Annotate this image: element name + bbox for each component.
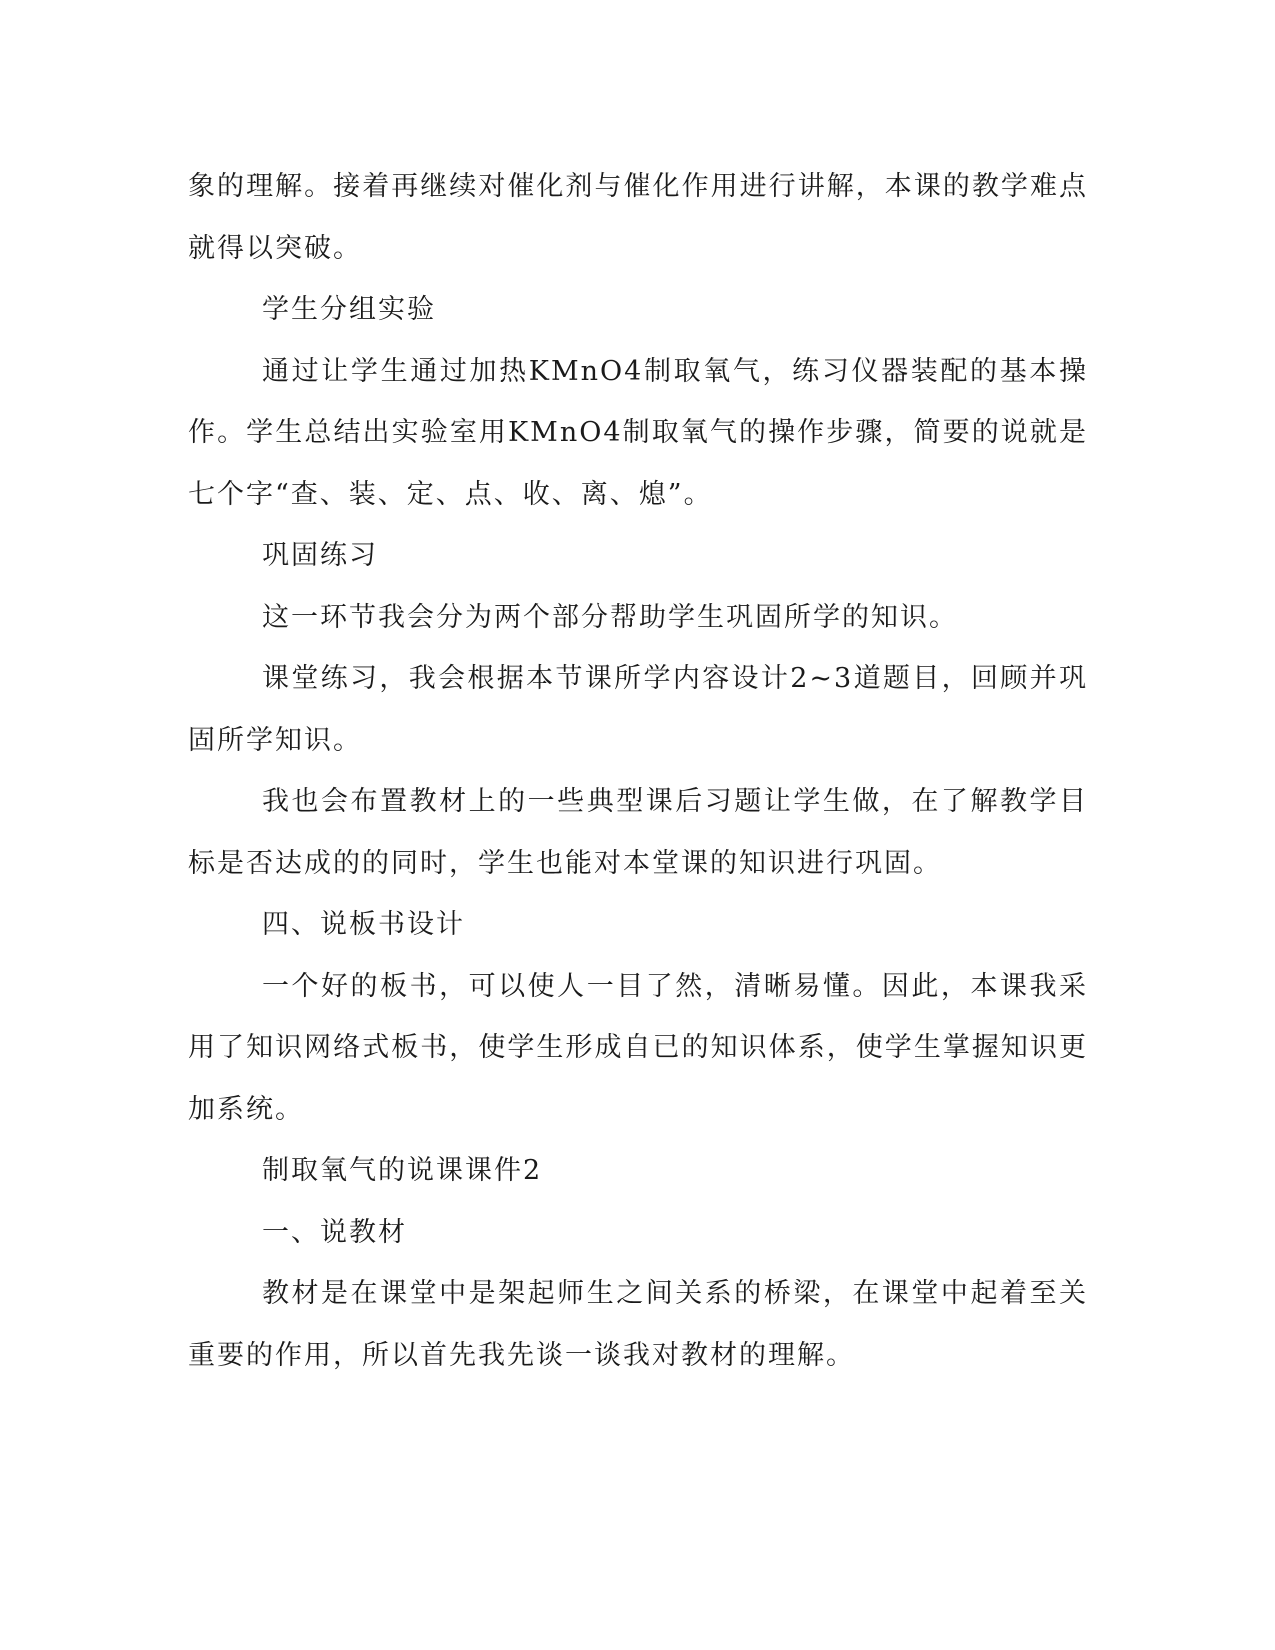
paragraph-classroom-exercise: 课堂练习，我会根据本节课所学内容设计2~3道题目，回顾并巩固所学知识。 — [188, 663, 1088, 756]
paragraph-continuation: 象的理解。接着再继续对催化剂与催化作用进行讲解，本课的教学难点就得以突破。 — [188, 171, 1088, 264]
paragraph-blackboard-description: 一个好的板书，可以使人一目了然，清晰易懂。因此，本课我采用了知识网络式板书，使学生形成自已的知识体系，使学生掌握知识更加系统。 — [188, 970, 1088, 1125]
paragraph-textbook-description: 教材是在课堂中是架起师生之间关系的桥梁，在课堂中起着至关重要的作用，所以首先我先谈一谈我对教材的理解。 — [188, 1278, 1088, 1371]
paragraph-heading-blackboard: 四、说板书设计 — [262, 909, 465, 940]
paragraph-heading-group-experiment: 学生分组实验 — [262, 294, 436, 325]
paragraph-section-title: 制取氧气的说课课件2 — [262, 1155, 543, 1186]
paragraph-practice-intro: 这一环节我会分为两个部分帮助学生巩固所学的知识。 — [262, 601, 958, 633]
paragraph-experiment-description: 通过让学生通过加热KMnO4制取氧气，练习仪器装配的基本操作。学生总结出实验室用KMnO4制取氧气的操作步骤，简要的说就是七个字“查、装、定、点、收、离、熄”。 — [188, 355, 1088, 510]
paragraph-heading-practice: 巩固练习 — [262, 540, 378, 571]
paragraph-homework: 我也会布置教材上的一些典型课后习题让学生做，在了解教学目标是否达成的的同时，学生也能对本堂课的知识进行巩固。 — [188, 786, 1088, 879]
document-body — [188, 156, 1088, 1386]
paragraph-heading-textbook: 一、说教材 — [262, 1216, 407, 1248]
